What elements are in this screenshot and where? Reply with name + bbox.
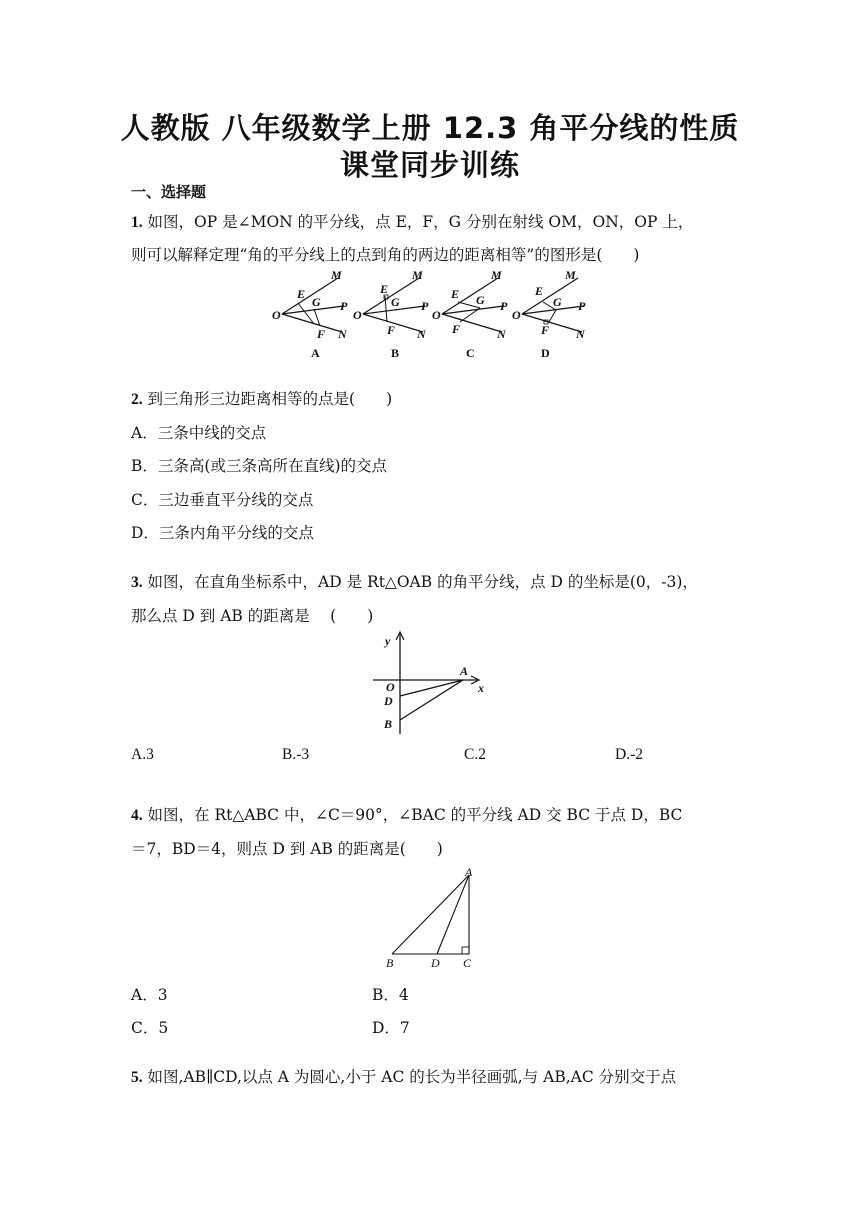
q1-c-label-n: N <box>497 327 506 341</box>
q1-figure-label-a: A <box>311 346 320 360</box>
q1-a-label-o: O <box>272 308 281 322</box>
q4-stem-line1 <box>131 803 682 825</box>
q1-stem-text: 如图，OP 是∠MON 的平分线，点 E，F，G 分别在射线 OM，ON，OP 上， <box>142 213 694 231</box>
q1-c-label-f: F <box>452 322 461 336</box>
q2-option-b: B．三条高(或三条高所在直线)的交点 <box>131 457 387 475</box>
q1-a-label-m: M <box>331 268 342 282</box>
q4-stem-text: 如图，在 Rt△ABC 中，∠C＝90°，∠BAC 的平分线 AD 交 BC 于点 D，BC <box>142 806 683 824</box>
q1-figure-b <box>353 268 429 360</box>
q1-c-label-g: G <box>476 293 485 307</box>
q3-figure <box>365 630 495 738</box>
q5-stem-line1 <box>131 1065 676 1087</box>
q1-stem-line1 <box>131 210 693 232</box>
q1-d-label-e: E <box>535 284 544 298</box>
q1-a-label-p: P <box>340 299 348 313</box>
q1-a-label-e: E <box>297 287 306 301</box>
q3-label-o: O <box>386 680 395 694</box>
q3-option-b: B.-3 <box>282 746 310 763</box>
q1-figure-a <box>272 268 348 360</box>
q1-b-label-p: P <box>421 299 429 313</box>
q1-figure-d <box>512 268 586 360</box>
q1-d-label-f: F <box>541 323 550 337</box>
q3-label-a: A <box>460 664 469 678</box>
q2-stem-text: 到三角形三边距离相等的点是( ) <box>142 390 393 408</box>
q1-d-label-g: G <box>553 295 562 309</box>
q1-a-label-n: N <box>338 327 347 341</box>
q4-option-a: A．3 <box>131 986 168 1004</box>
q2-option-a: A．三条中线的交点 <box>131 424 267 442</box>
q1-b-label-n: N <box>417 327 426 341</box>
q3-label-b: B <box>384 717 393 731</box>
q1-b-label-e: E <box>380 282 389 296</box>
q1-figure-label-d: D <box>541 346 550 360</box>
q1-figure-label-c: C <box>466 346 475 360</box>
q1-stem-line2: 则可以解释定理“角的平分线上的点到角的两边的距离相等”的图形是( ) <box>131 246 640 264</box>
q3-option-d: D.-2 <box>615 746 643 763</box>
q1-d-label-n: N <box>576 327 585 341</box>
q4-option-c: C．5 <box>131 1019 169 1037</box>
q4-number: 4. <box>131 807 143 824</box>
q1-d-label-p: P <box>578 299 586 313</box>
q1-b-label-o: O <box>353 308 362 322</box>
q2-option-d: D．三条内角平分线的交点 <box>131 524 314 542</box>
q1-c-label-o: O <box>432 308 441 322</box>
document-title-line2: 课堂同步训练 <box>339 148 520 182</box>
q5-number: 5. <box>131 1069 143 1086</box>
q3-stem-text: 如图，在直角坐标系中，AD 是 Rt△OAB 的角平分线，点 D 的坐标是(0，-3)， <box>142 573 698 591</box>
q3-label-d: D <box>384 694 393 708</box>
q1-c-label-m: M <box>491 268 502 282</box>
q3-number: 3. <box>131 574 143 591</box>
q3-option-a: A.3 <box>131 746 154 763</box>
q4-label-a: A <box>465 865 473 879</box>
q4-option-d: D．7 <box>372 1019 410 1037</box>
q4-option-b: B．4 <box>372 986 409 1004</box>
q3-label-x: x <box>478 681 484 695</box>
q4-stem-line2: ＝7，BD＝4，则点 D 到 AB 的距离是( ) <box>131 840 443 858</box>
q1-c-label-e: E <box>451 287 460 301</box>
q1-a-label-f: F <box>317 327 326 341</box>
q4-label-b: B <box>386 956 394 970</box>
q1-b-label-f: F <box>387 323 396 337</box>
q5-stem-text: 如图,AB∥CD,以点 A 为圆心,小于 AC 的长为半径画弧,与 AB,AC 分别交于点 <box>142 1068 677 1086</box>
q2-option-c: C．三边垂直平分线的交点 <box>131 491 314 509</box>
q1-figures <box>270 266 600 366</box>
q1-b-label-g: G <box>391 295 400 309</box>
q3-stem-line2: 那么点 D 到 AB 的距离是 ( ) <box>131 607 374 625</box>
q3-option-c: C.2 <box>464 746 486 763</box>
q2-number: 2. <box>131 391 143 408</box>
q1-number: 1. <box>131 214 143 231</box>
q1-figure-label-b: B <box>391 346 400 360</box>
q1-d-label-m: M <box>565 268 576 282</box>
q4-label-d: D <box>431 956 440 970</box>
q3-stem-line1 <box>131 570 698 592</box>
section-heading: 一、选择题 <box>131 183 207 201</box>
q1-a-label-g: G <box>312 295 321 309</box>
q4-label-c: C <box>463 956 472 970</box>
q1-b-label-m: M <box>412 268 423 282</box>
q3-label-y: y <box>385 634 391 648</box>
q2-stem <box>131 387 392 409</box>
q1-d-label-o: O <box>512 308 521 322</box>
q1-c-label-p: P <box>500 299 508 313</box>
document-title-line1: 人教版 八年级数学上册 12.3 角平分线的性质 <box>120 111 740 145</box>
q4-figure <box>380 866 480 974</box>
q1-figure-c <box>432 268 508 360</box>
